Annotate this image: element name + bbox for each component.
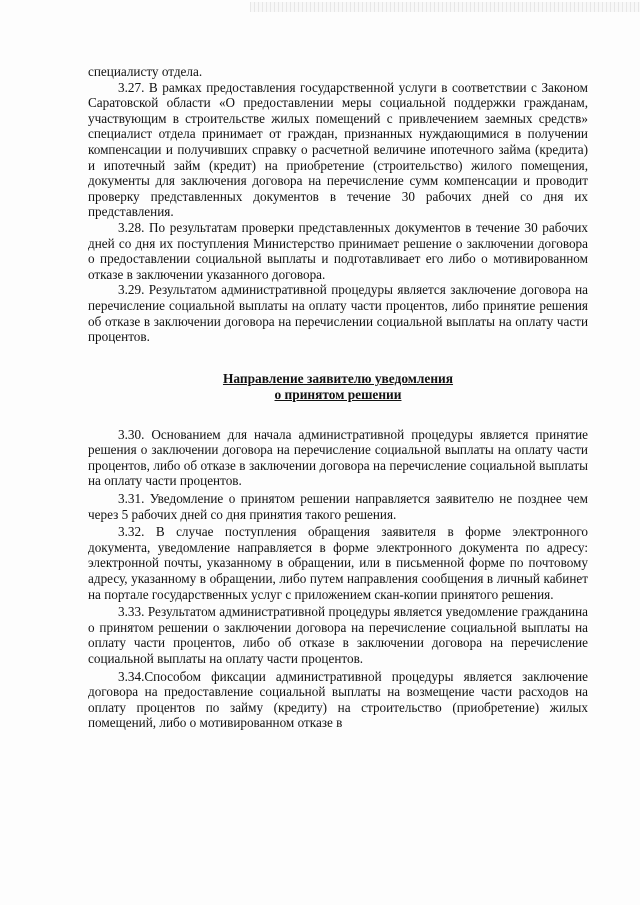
paragraph-continuation: специалисту отдела. xyxy=(88,64,203,79)
section-heading-line-2: о принятом решении xyxy=(274,386,402,402)
paragraph-3-32: 3.32. В случае поступления обращения заявителя в форме электронного документа, уведомление направляется в форме электронного документа по адресу: электронной почты, указанному в обращении, или в письменной форме по почтовому адресу, указанному в обращении, либо путем направления сообщения в личный кабинет на портале государственных услуг с приложением скан-копии принятого решения. xyxy=(88,524,588,602)
paragraph-3-28: 3.28. По результатам проверки представленных документов в течение 30 рабочих дней со дня их поступления Министерство принимает решение о заключении договора о предоставлении социальной выплаты и подготавливает его либо о мотивированном отказе в заключении указанного договора. xyxy=(88,219,588,282)
paragraph-3-33: 3.33. Результатом административной процедуры является уведомление гражданина о принятом решении о заключении договора на перечисление социальной выплаты на оплату части процентов, либо об отказе в заключении договора на перечисление социальной выплаты на оплату части процентов. xyxy=(88,604,588,666)
document-body xyxy=(88,64,588,731)
paragraph-3-29: 3.29. Результатом административной процедуры является заключение договора на перечисление социальной выплаты на оплату части процентов, либо принятие решения об отказе в заключении договора на перечислении социальной выплаты на оплату части процентов. xyxy=(88,282,588,345)
paragraph-3-30: 3.30. Основанием для начала административной процедуры является принятие решения о заключении договора на перечисление социальной выплаты на оплату части процентов, либо об отказе в заключении договора на перечисление социальной выплаты на оплату части процентов. xyxy=(88,426,588,489)
scan-edge-artifact xyxy=(250,2,640,12)
paragraph-3-34: 3.34.Способом фиксации административной процедуры является заключение договора на предоставление социальной выплаты на возмещение части расходов на оплату процентов по займу (кредиту) на строительство (приобретение) жилых помещений, либо о мотивированном отказе в xyxy=(88,668,588,731)
paragraph-3-31: 3.31. Уведомление о принятом решении направляется заявителю не позднее чем через 5 рабочих дней со дня принятия такого решения. xyxy=(88,491,588,522)
section-heading xyxy=(88,371,588,403)
paragraph-3-27: 3.27. В рамках предоставления государственной услуги в соответствии с Законом Саратовской области «О предоставлении меры социальной поддержки гражданам, участвующим в строительстве жилых помещений с привлечением заемных средств» специалист отдела принимает от граждан, признанных нуждающимися в получении компенсации и получивших справку о расчетной величине ипотечного займа (кредита) и ипотечный займ (кредит) на приобретение (строительство) жилого помещения, документы для заключения договора на перечисление сумм компенсации и проводит проверку представленных документов в течение 30 рабочих дней со дня их представления. xyxy=(88,79,588,220)
section-heading-line-1: Направление заявителю уведомления xyxy=(222,370,454,386)
